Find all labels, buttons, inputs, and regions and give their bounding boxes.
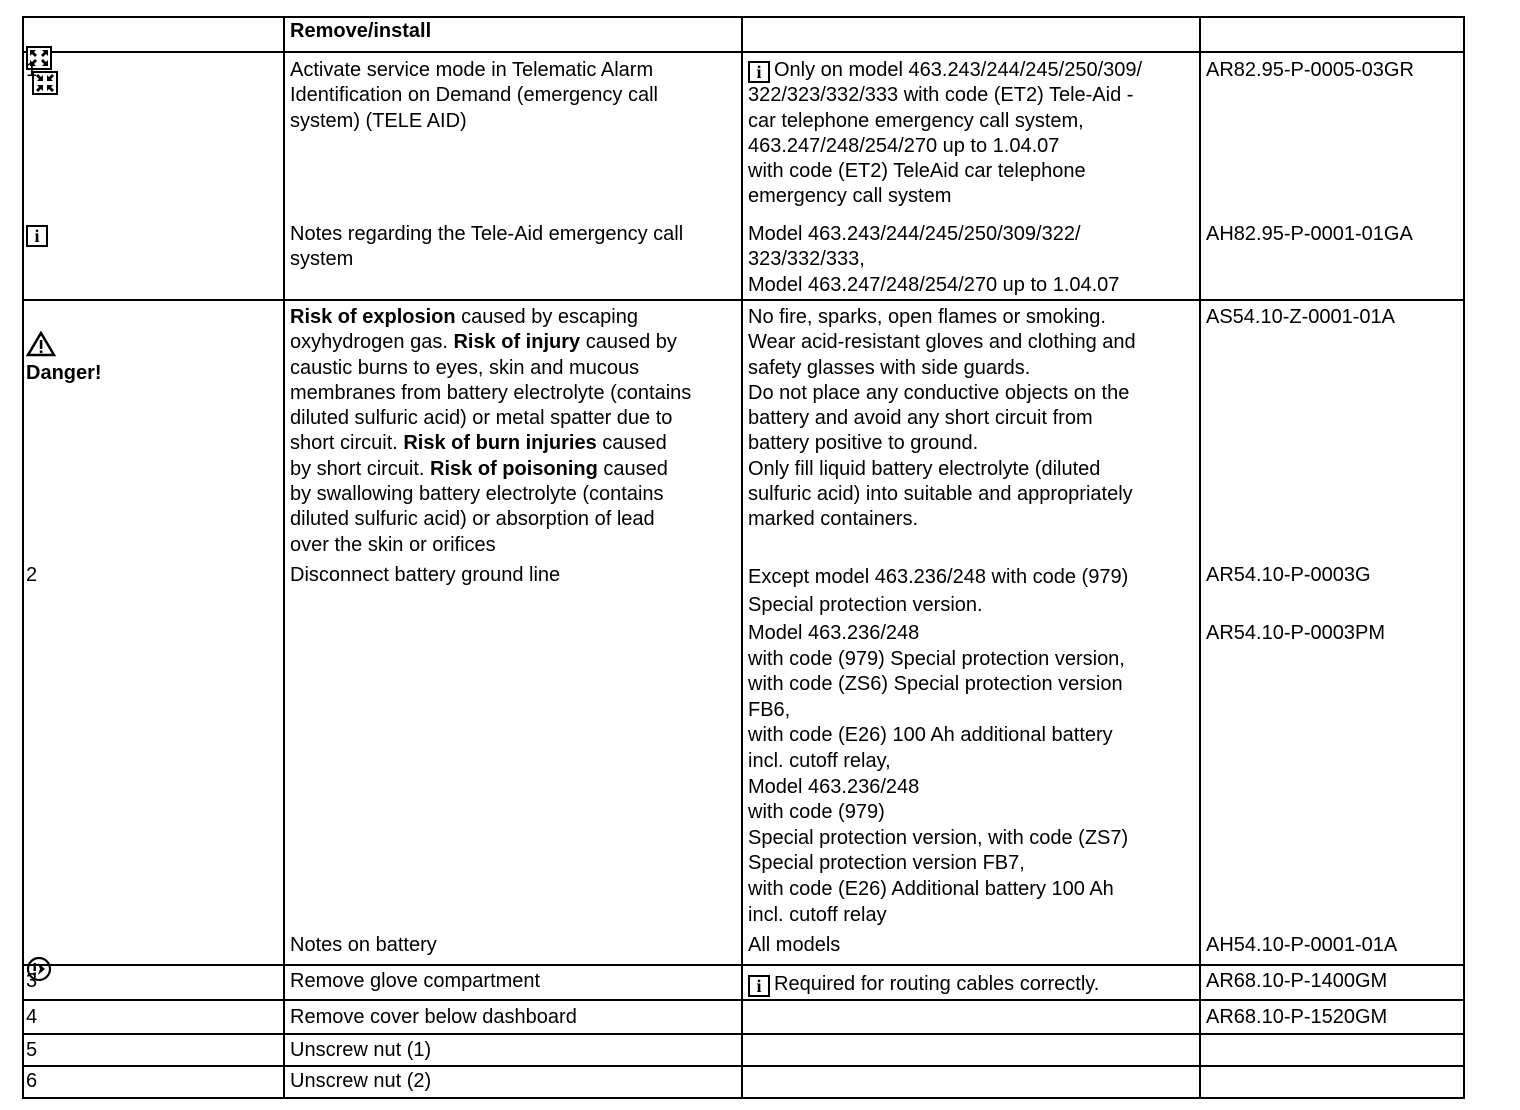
- document-reference[interactable]: AR54.10-P-0003PM: [1206, 622, 1385, 644]
- step-note: [748, 58, 1198, 210]
- warning-triangle-icon: [26, 331, 56, 357]
- info-icon-cell: [26, 222, 52, 247]
- row-divider: [22, 299, 1465, 301]
- document-reference[interactable]: AR54.10-P-0003G: [1206, 564, 1371, 586]
- step-note: [748, 972, 1099, 997]
- step-action: Unscrew nut (2): [290, 1070, 432, 1092]
- info-icon: i: [748, 61, 770, 83]
- step-action: Remove glove compartment: [290, 970, 541, 992]
- step-number: 6: [26, 1070, 38, 1092]
- danger-description: [290, 305, 742, 558]
- text: caused by short circuit.: [290, 432, 667, 480]
- document-reference[interactable]: AR82.95-P-0005-03GR: [1206, 59, 1414, 81]
- step-number: 2: [26, 564, 38, 586]
- document-reference[interactable]: AR68.10-P-1400GM: [1206, 970, 1388, 992]
- danger-label: [26, 306, 102, 386]
- table-border: [22, 1097, 1465, 1099]
- info-action: Notes regarding the Tele-Aid emergency call system: [290, 223, 684, 271]
- text: caused by caustic burns to eyes, skin and mucous membranes from battery electrolyte (contains diluted sulfuric acid) or metal spatter due to short circuit.: [290, 331, 692, 455]
- step-action: Remove cover below dashboard: [290, 1006, 577, 1028]
- column-divider: [283, 16, 285, 1099]
- step-action: Disconnect battery ground line: [290, 564, 561, 586]
- step-number: 5: [26, 1039, 38, 1061]
- risk-poisoning: Risk of poisoning: [430, 457, 598, 480]
- info-icon: i: [748, 975, 770, 997]
- risk-burn: Risk of burn injuries: [403, 432, 597, 455]
- row-divider: [22, 1033, 1465, 1035]
- row-divider: [22, 964, 1465, 966]
- text: caused by swallowing battery electrolyte (contains diluted sulfuric acid) or absorption of lead over the skin or orifices: [290, 457, 668, 556]
- document-reference[interactable]: AR68.10-P-1520GM: [1206, 1006, 1388, 1028]
- danger-text: Danger!: [26, 361, 102, 384]
- note-text: Only on model 463.243/244/245/250/309/ 322/323/332/333 with code (ET2) Tele-Aid - car telephone emergency call system, 463.247/248/254/270 up to 1.04.07 with code (ET2) TeleAid car telephone emergency call system: [748, 59, 1143, 208]
- table-border: [22, 16, 1465, 18]
- step-note: Model 463.236/248 with code (979) Special protection version, with code (ZS6) Special protection version FB6, with code (E26) 100 Ah additional battery incl. cutoff relay, Model 463.236/248 with code (979) Special protection version, with code (ZS7) Special protection version FB7, with code (E26) Additional battery 100 Ah incl. cutoff relay: [748, 622, 1129, 926]
- note-text: Required for routing cables correctly.: [774, 973, 1100, 995]
- row-divider: [22, 1065, 1465, 1067]
- column-divider: [1463, 16, 1465, 1099]
- column-divider: [22, 16, 24, 1099]
- risk-explosion: Risk of explosion: [290, 306, 456, 328]
- info-note: Model 463.243/244/245/250/309/322/ 323/332/333, Model 463.247/248/254/270 up to 1.04.07: [748, 223, 1120, 296]
- row-divider: [22, 51, 1465, 53]
- document-reference[interactable]: AH82.95-P-0001-01GA: [1206, 223, 1413, 245]
- step-action: Unscrew nut (1): [290, 1039, 432, 1061]
- document-reference[interactable]: AH54.10-P-0001-01A: [1206, 934, 1398, 956]
- step-action: Activate service mode in Telematic Alarm Identification on Demand (emergency call system) (TELE AID): [290, 59, 658, 132]
- step-number: 4: [26, 1006, 38, 1028]
- text: caused by escaping oxyhydrogen gas.: [290, 306, 638, 354]
- column-divider: [1199, 16, 1201, 1099]
- danger-note: No fire, sparks, open flames or smoking. Wear acid-resistant gloves and clothing and safety glasses with side guards. Do not place any conductive objects on the battery and avoid any short circuit from battery positive to ground. Only fill liquid battery electrolyte (diluted sulfuric acid) into suitable and appropriately marked containers.: [748, 306, 1136, 531]
- step-number: 1: [26, 59, 38, 81]
- risk-injury: Risk of injury: [453, 331, 581, 354]
- step-number: 3: [26, 970, 38, 992]
- info-icon: i: [26, 225, 48, 247]
- notes-action: Notes on battery: [290, 934, 437, 956]
- document-reference[interactable]: AS54.10-Z-0001-01A: [1206, 306, 1396, 328]
- step-note: Except model 463.236/248 with code (979) Special protection version.: [748, 566, 1129, 616]
- header-title: Remove/install: [290, 20, 432, 42]
- row-divider: [22, 999, 1465, 1001]
- notes-note: All models: [748, 934, 841, 956]
